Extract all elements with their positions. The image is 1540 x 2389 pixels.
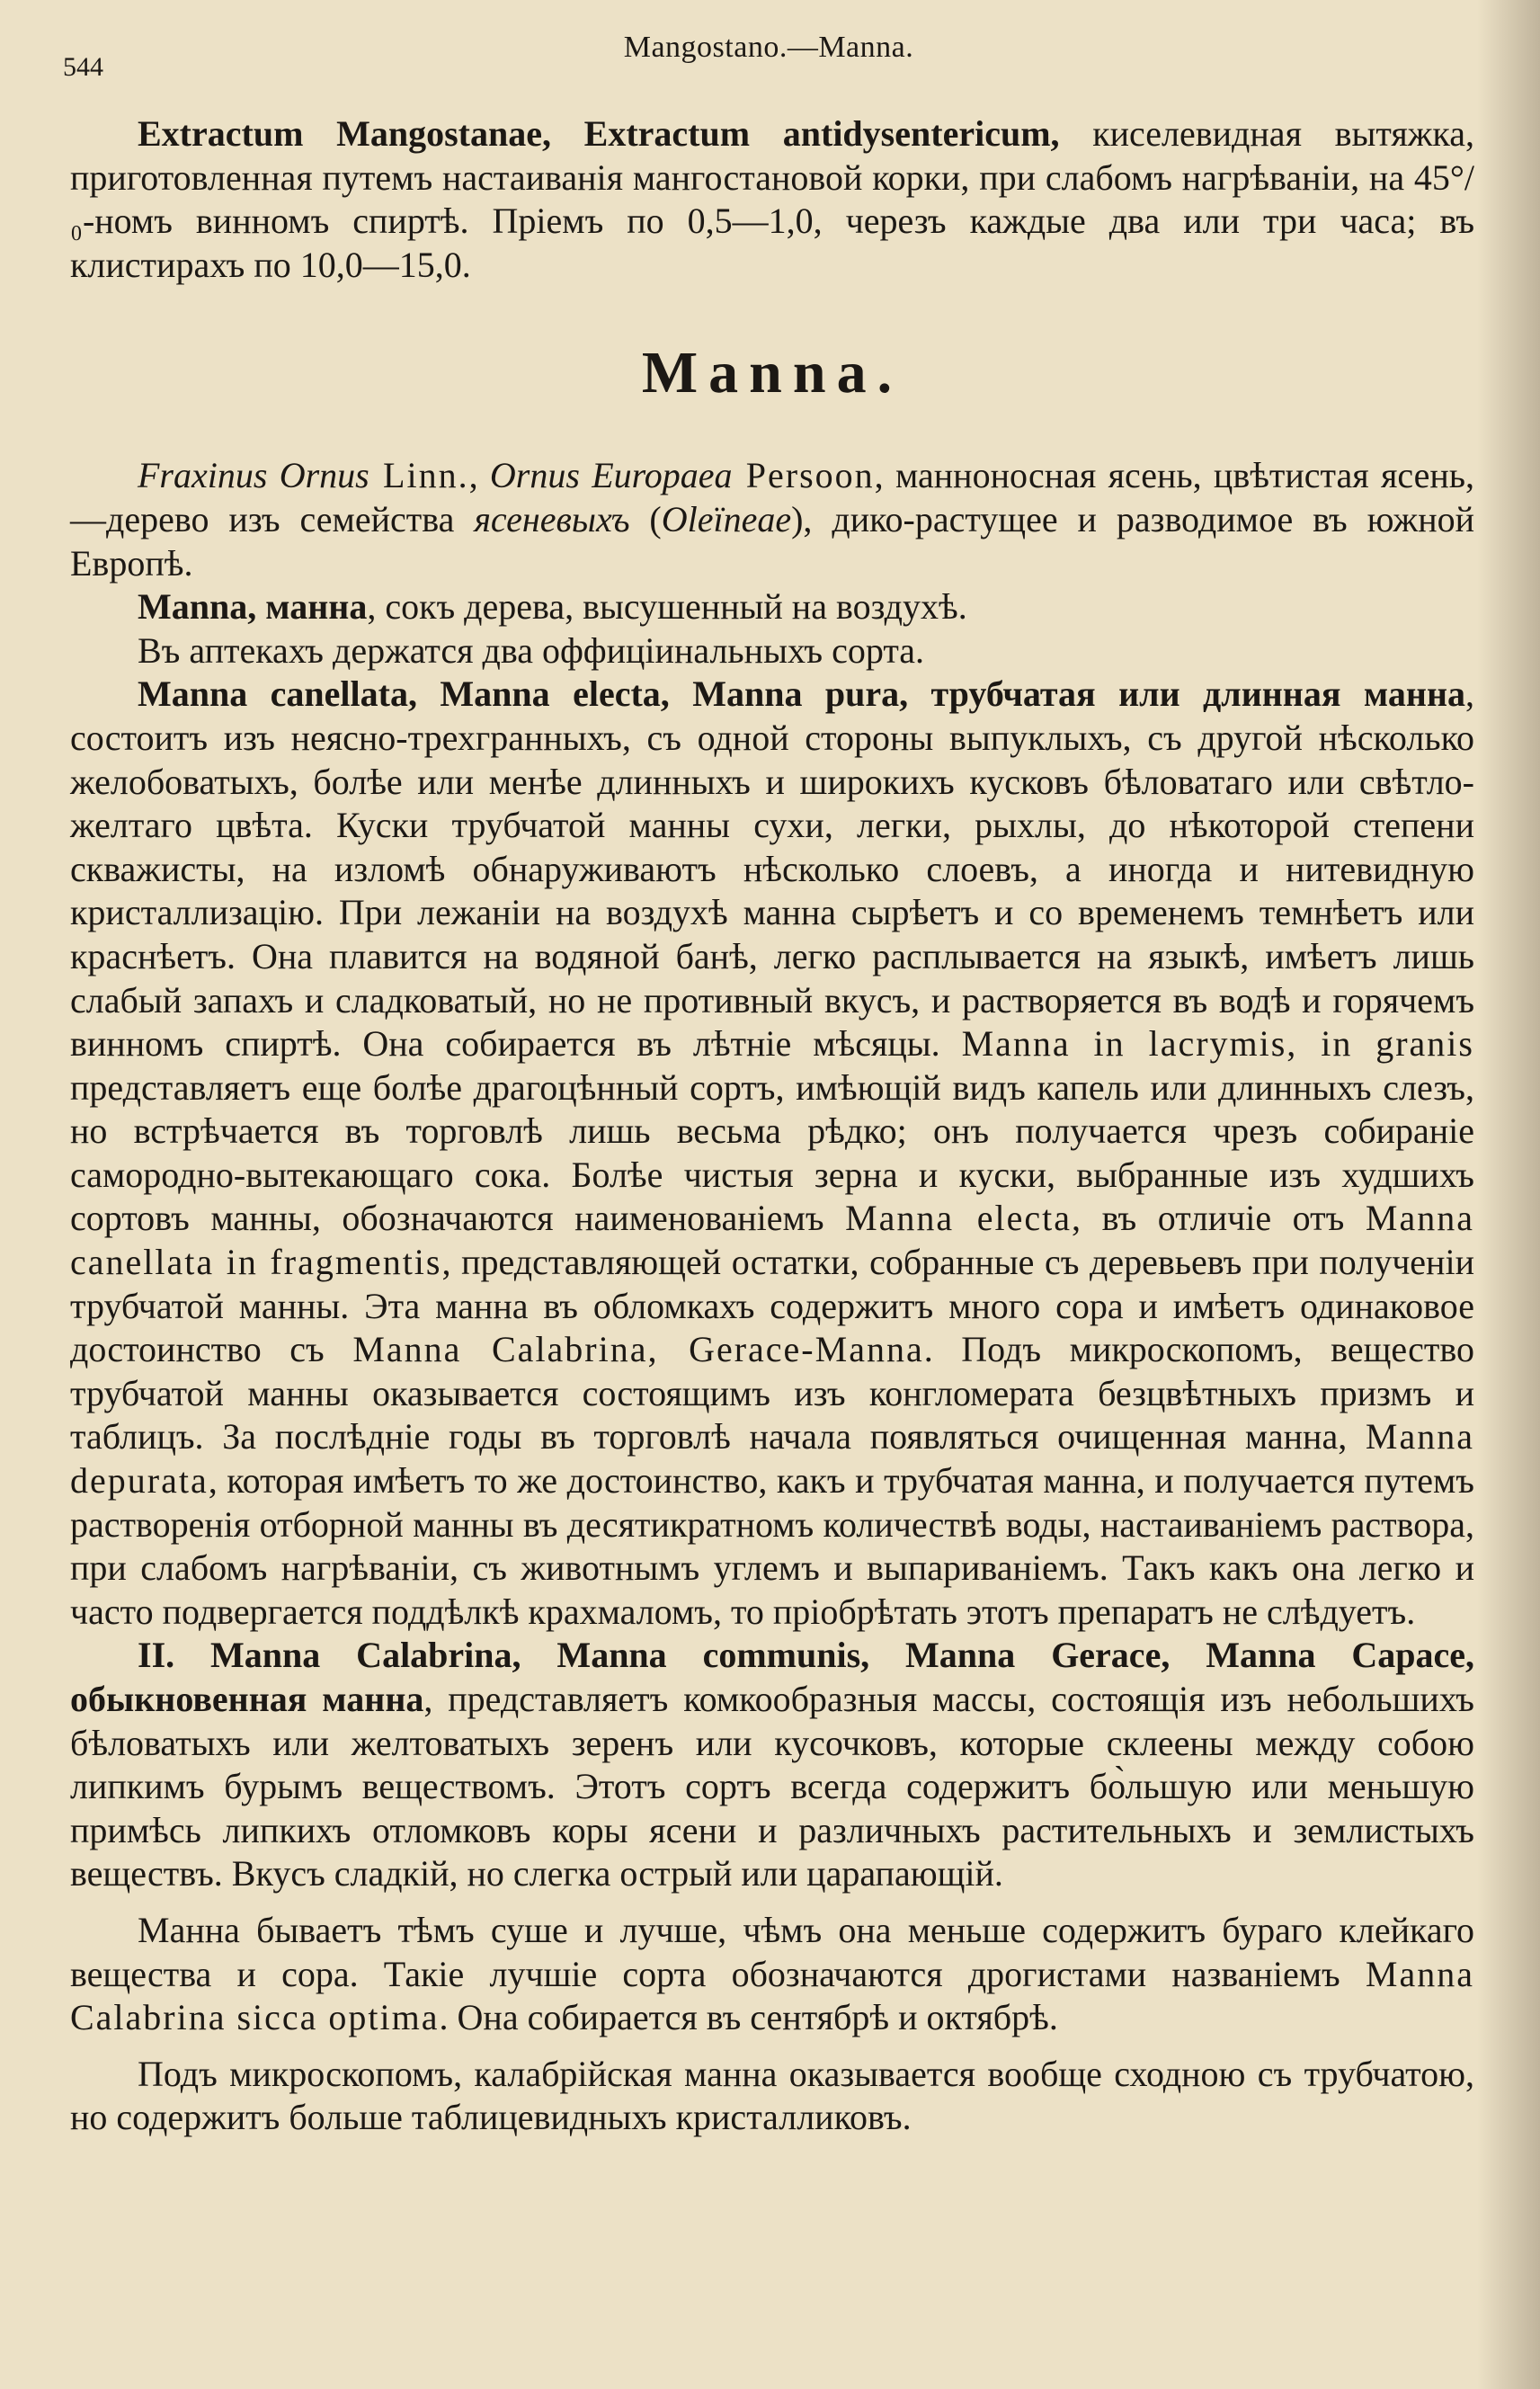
plant-text-2: ), дико-растущее и разводимое въ южной Европѣ.	[70, 498, 1475, 584]
gutter-shadow	[1477, 0, 1540, 2389]
plant-text-1: , манноносная ясень, цвѣтистая ясень,—дерево изъ семейства	[70, 455, 1475, 539]
manna-def-text: , сокъ дерева, высушенный на воздухѣ.	[367, 586, 967, 628]
canellata-text-4: , представляющей остатки, собранные съ деревьевъ при полученіи трубчатой манны. Эта манна въ обломкахъ содержитъ много сора и имѣетъ одинаковое достоинство съ	[70, 1242, 1474, 1370]
plant-family-lat: Oleïneae	[661, 498, 792, 539]
page-header	[63, 27, 1474, 90]
calabrina-term: Manna Calabrina, Gerace-Manna	[352, 1329, 924, 1370]
drier-text-1: Манна бываетъ тѣмъ суше и лучше, чѣмъ она меньше содержитъ бураго клейкаго вещества и сора. Такіе лучшіе сорта обозначаются дрогистами названіемъ	[70, 1909, 1474, 1994]
canellata-text-6: , которая имѣетъ то же достоинство, какъ и трубчатая манна, и получается путемъ растворенія отборной манны въ десятикратномъ количествѣ воды, настаиваніемъ раствора, при слабомъ нагрѣваніи, съ животнымъ углемъ и выпариваніемъ. Такъ какъ она легко и часто подвергается поддѣлкѣ крахмаломъ, то пріобрѣтать этотъ препаратъ не слѣдуетъ.	[70, 1460, 1474, 1632]
microscope-paragraph: Подъ микроскопомъ, калабрійская манна оказывается вообще сходною съ трубчатою, но содержитъ больше таблицевидныхъ кристалликовъ.	[70, 2053, 1474, 2138]
plant-name-1: Fraxinus Ornus	[138, 455, 369, 496]
canellata-term: Manna canellata, Manna electa, Manna pura, трубчатая или длинная манна	[138, 673, 1465, 715]
manna-term: Manna, манна	[138, 586, 368, 628]
communis-term: II. Manna Calabrina, Manna communis, Manna Gerace, Manna Capace, обыкновенная манна	[70, 1635, 1474, 1719]
page-number: 544	[63, 52, 103, 82]
depurata-term: Manna depurata	[70, 1416, 1474, 1502]
canellata-paragraph	[70, 673, 1474, 1634]
drier-paragraph	[70, 1909, 1474, 2040]
manna-definition	[70, 585, 1474, 629]
lacrymis-term: Manna in lacrymis, in granis	[961, 1023, 1474, 1065]
fragmentis-term: Manna canellata in fragmentis	[70, 1198, 1474, 1283]
running-head: Mangostano.—Manna.	[623, 31, 914, 64]
canellata-text-3: , въ отличіе отъ	[1072, 1198, 1366, 1239]
plant-paren-open: (	[629, 498, 662, 539]
canellata-text-2: представляетъ еще болѣе драгоцѣнный сортъ, имѣющій видъ капель или длинныхъ слезъ, но встрѣчается въ торговлѣ лишь весьма рѣдко; онъ получается чрезъ собираніе самородно-вытекающаго сока. Болѣе чистыя зерна и куски, выбранные изъ худшихъ сортовъ манны, обозначаются наименованіемъ	[70, 1066, 1474, 1239]
drier-text-2: . Она собирается въ сентябрѣ и октябрѣ.	[439, 1997, 1058, 2038]
plant-author-2: Persoon	[732, 455, 875, 496]
communis-text: , представляетъ комкообразныя массы, состоящія изъ небольшихъ бѣловатыхъ или желтоватыхъ зеренъ или кусочковъ, которые склеены между собою липкимъ бурымъ веществомъ. Этотъ сортъ всегда содержитъ бо̀льшую или меньшую примѣсь липкихъ отломковъ коры ясени и различныхъ растительныхъ и землистыхъ веществъ. Вкусъ сладкій, но слегка острый или царапающій.	[70, 1679, 1474, 1894]
electa-term: Manna electa	[845, 1198, 1073, 1239]
extract-title: Extractum Mangostanae, Extractum antidysentericum,	[138, 113, 1060, 154]
plant-family-ru: ясеневыхъ	[474, 498, 630, 539]
page-body	[70, 112, 1474, 2140]
extract-text: киселевидная вытяжка, приготовленная путемъ настаиванія мангостановой корки, при слабомъ нагрѣваніи, на 45°/₀-номъ винномъ спиртѣ. Пріемъ по 0,5—1,0, черезъ каждые два или три часа; въ клистирахъ по 10,0—15,0.	[70, 113, 1474, 285]
canellata-text-5: . Подъ микроскопомъ, вещество трубчатой манны оказывается состоящимъ изъ конгломерата безцвѣтныхъ призмъ и таблицъ. За послѣдніе годы въ торговлѣ начала появляться очищенная манна,	[70, 1329, 1474, 1457]
plant-name-2: Ornus Europaea	[489, 455, 733, 496]
plant-paragraph	[70, 454, 1474, 585]
plant-author-1: Linn.	[369, 455, 469, 496]
plant-sep-1: ,	[468, 455, 490, 496]
extract-paragraph	[70, 112, 1474, 287]
communis-paragraph	[70, 1634, 1474, 1896]
canellata-text-1: , состоитъ изъ неясно-трехгранныхъ, съ одной стороны выпуклыхъ, съ другой нѣсколько желобоватыхъ, болѣе или менѣе длинныхъ и широкихъ кусковъ бѣловатаго или свѣтло-желтаго цвѣта. Куски трубчатой манны сухи, легки, рыхлы, до нѣкоторой степени скважисты, на изломѣ обнаруживаютъ нѣсколько слоевъ, а иногда и нитевидную кристаллизацію. При лежаніи на воздухѣ манна сырѣетъ и со временемъ темнѣетъ или краснѣетъ. Она плавится на водяной банѣ, легко расплывается на языкѣ, имѣетъ лишь слабый запахъ и сладковатый, но не противный вкусъ, и растворяется въ водѣ и горячемъ винномъ спиртѣ. Она собирается въ лѣтніе мѣсяцы.	[70, 673, 1474, 1065]
section-title: Manna.	[641, 340, 904, 406]
sorts-paragraph: Въ аптекахъ держатся два оффиціинальныхъ сорта.	[138, 629, 925, 671]
sicca-term: Manna Calabrina sicca optima	[70, 1953, 1474, 2038]
